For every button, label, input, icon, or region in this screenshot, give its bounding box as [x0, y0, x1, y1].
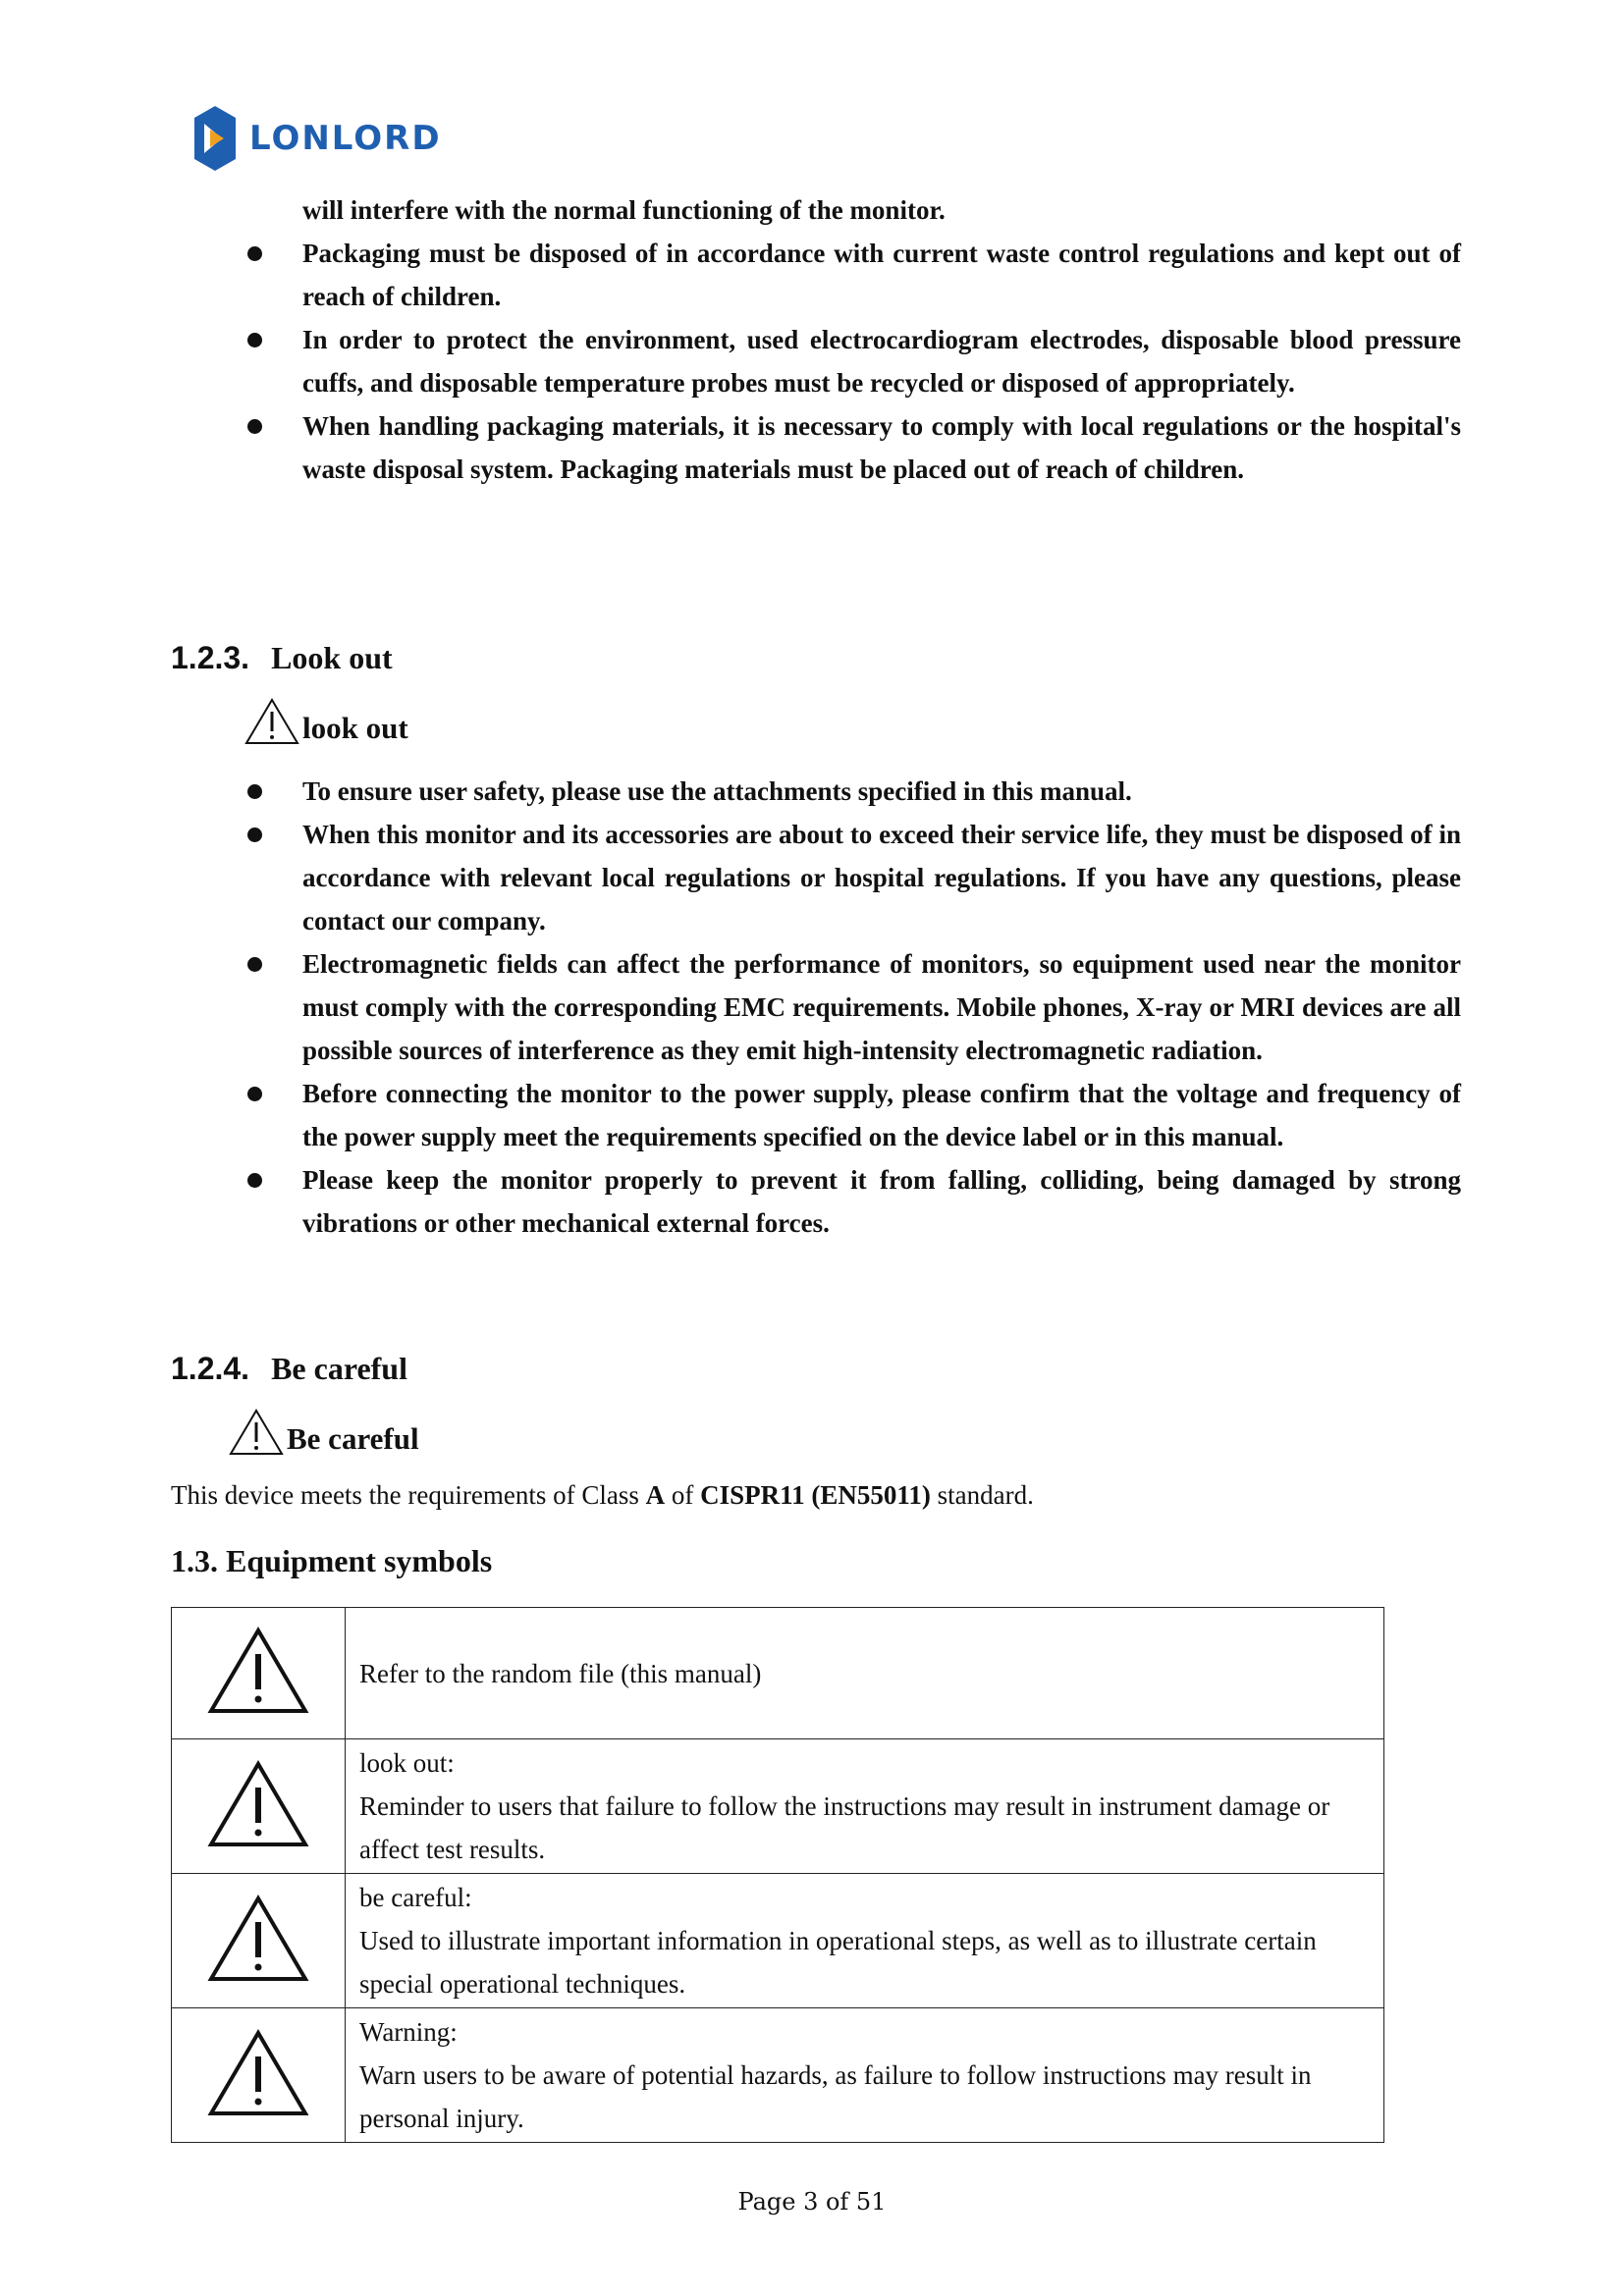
list-item: To ensure user safety, please use the attachments specified in this manual. [244, 770, 1461, 813]
symbol-label: look out: [359, 1748, 455, 1778]
company-logo [192, 104, 442, 173]
bullet-icon [247, 246, 262, 261]
bullet-icon [247, 828, 262, 842]
section-heading-be-careful: 1.2.4. Be careful [171, 1351, 407, 1386]
warning-triangle-icon [207, 1760, 309, 1848]
bullet-icon [247, 957, 262, 972]
class-a-statement: This device meets the requirements of Class A of CISPR11 (EN55011) standard. [171, 1480, 1034, 1510]
symbol-description: Used to illustrate important information in operational steps, as well as to illustrate certain special operational techniques. [359, 1926, 1317, 1999]
warning-triangle-icon [207, 2029, 309, 2117]
warning-triangle-icon [228, 1408, 285, 1457]
bullet-icon [247, 784, 262, 799]
bullet-icon [247, 1173, 262, 1188]
list-item: Before connecting the monitor to the power supply, please confirm that the voltage and frequency of the power supply meet the requirements specified on the device label or in this manual. [244, 1072, 1461, 1158]
warning-triangle-icon [244, 697, 300, 746]
section-heading-look-out: 1.2.3. Look out [171, 640, 393, 675]
symbol-description: Warn users to be aware of potential hazards, as failure to follow instructions may result in personal injury. [359, 2060, 1312, 2133]
top-bullet-list [244, 232, 1461, 491]
list-item: Electromagnetic fields can affect the performance of monitors, so equipment used near the monitor must comply with the corresponding EMC requirements. Mobile phones, X-ray or MRI devices are all possible sources of interference as they emit high-intensity electromagnetic radiation. [244, 942, 1461, 1072]
list-item: When handling packaging materials, it is necessary to comply with local regulations or the hospital's waste disposal system. Packaging materials must be placed out of reach of children. [244, 404, 1461, 491]
symbol-description: Reminder to users that failure to follow the instructions may result in instrument damage or affect test results. [359, 1791, 1330, 1864]
bullet-icon [247, 419, 262, 434]
list-item: Packaging must be disposed of in accordance with current waste control regulations and kept out of reach of children. [244, 232, 1461, 318]
table-row [172, 2008, 1384, 2143]
symbol-label: Warning: [359, 2017, 458, 2047]
list-item: Please keep the monitor properly to prevent it from falling, colliding, being damaged by strong vibrations or other mechanical external forces. [244, 1158, 1461, 1245]
page-number: Page 3 of 51 [737, 2188, 887, 2216]
logo-text: LONLORD [249, 119, 442, 158]
table-row [172, 1739, 1384, 1874]
section-heading-equipment-symbols: 1.3. Equipment symbols [171, 1543, 493, 1578]
equipment-symbols-table [171, 1607, 1384, 2143]
warning-triangle-icon [207, 1627, 309, 1715]
bullet-icon [247, 1087, 262, 1101]
logo-mark-icon [192, 104, 238, 173]
look-out-bullet-list [244, 770, 1461, 1245]
bullet-icon [247, 333, 262, 347]
be-careful-warning: Be careful [228, 1408, 419, 1457]
table-row [172, 1874, 1384, 2008]
look-out-warning: look out [244, 697, 408, 746]
list-item: In order to protect the environment, used electrocardiogram electrodes, disposable blood pressure cuffs, and disposable temperature probes must be recycled or disposed of appropriately. [244, 318, 1461, 404]
continuation-text: will interfere with the normal functioning of the monitor. [302, 195, 946, 225]
warning-triangle-icon [207, 1895, 309, 1983]
table-row [172, 1608, 1384, 1739]
list-item: When this monitor and its accessories are about to exceed their service life, they must be disposed of in accordance with relevant local regulations or hospital regulations. If you have any questions, please contact our company. [244, 813, 1461, 942]
symbol-label: be careful: [359, 1883, 472, 1912]
symbol-description: Refer to the random file (this manual) [359, 1658, 762, 1688]
